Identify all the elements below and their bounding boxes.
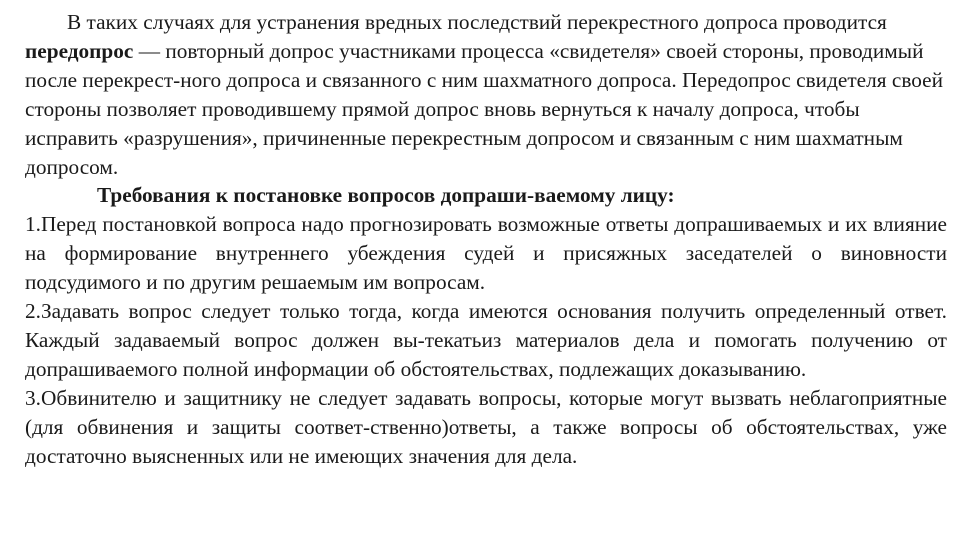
intro-text-after-term: — повторный допрос участниками процесса «свидетеля» своей стороны, проводимый после перекрест-ного допроса и связанного с ним шахматного допроса. Передопрос свидетеля своей стороны позволяет проводившему прямой допрос вновь вернуться к началу допроса, чтобы исправить «разрушения», причиненные перекрестным допросом и связанным с ним шахматным допросом. [25,38,943,179]
requirements-heading: Требования к постановке вопросов допраши-ваемому лицу: [97,183,675,208]
requirement-item-3: 3.Обвинителю и защитнику не следует задавать вопросы, которые могут вызвать неблагоприятные (для обвинения и защиты соответ-ственно)ответы, а также вопросы об обстоятельствах, уже достаточно выясненных или не имеющих значения для дела. [25,385,947,468]
intro-text-before-term: В таких случаях для устранения вредных последствий перекрестного допроса проводится [67,10,887,34]
requirement-item-2: 2.Задавать вопрос следует только тогда, когда имеются основания получить определенный ответ. Каждый задаваемый вопрос должен вы-текатьиз материалов дела и помогать получению от допрашиваемого полной информации об обстоятельствах, подлежащих доказыванию. [25,299,947,381]
intro-paragraph [25,8,947,181]
requirement-item-1: 1.Перед постановкой вопроса надо прогнозировать возможные ответы допрашиваемых и их влияние на формирование внутреннего убеждения судей и присяжных заседателей о виновности подсудимого и по другим решаемым им вопросам. [25,212,947,295]
intro-term: передопрос [25,38,134,63]
slide-body [25,8,947,471]
